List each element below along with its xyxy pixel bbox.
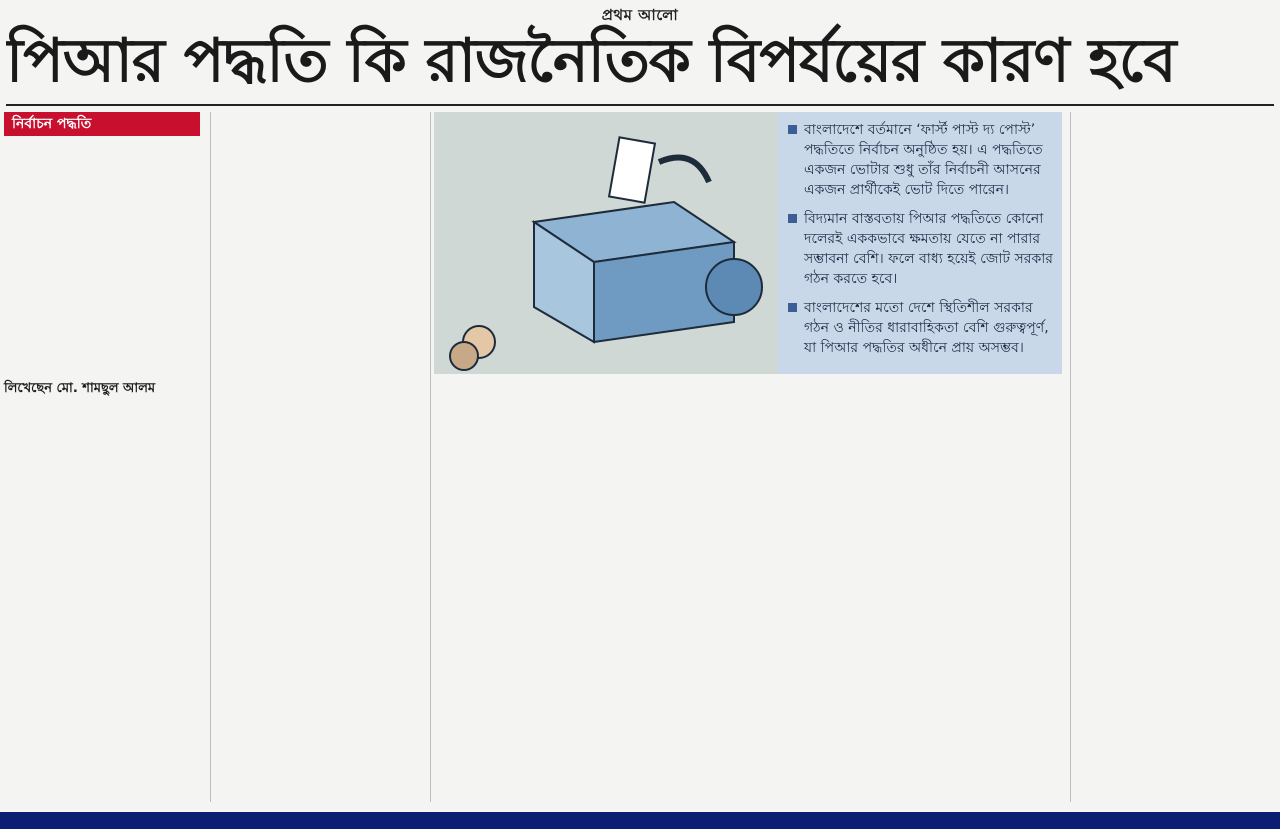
section-tag: নির্বাচন পদ্ধতি bbox=[4, 112, 200, 136]
pull-quote-text: বাংলাদেশে বর্তমানে ‘ফার্স্ট পাস্ট দ্য পোস্ট’ পদ্ধতিতে নির্বাচন অনুষ্ঠিত হয়। এ পদ্ধতিতে একজন ভোটার শুধু তাঁর নির্বাচনী আসনের একজন প্রার্থীকেই ভোট দিতে পারেন। bbox=[804, 122, 1043, 198]
ballot-box-illustration-icon bbox=[434, 112, 778, 374]
headline: পিআর পদ্ধতি কি রাজনৈতিক বিপর্যয়ের কারণ হবে bbox=[6, 26, 1176, 96]
masthead: প্রথম আলো bbox=[601, 6, 679, 24]
pull-quote-text: বিদ্যমান বাস্তবতায় পিআর পদ্ধতিতে কোনো দলেরই এককভাবে ক্ষমতায় যেতে না পারার সম্ভাবনা বেশি। ফলে বাধ্য হয়েই জোট সরকার গঠন করতে হবে। bbox=[804, 211, 1054, 287]
headline-rule bbox=[6, 104, 1274, 106]
bullet-square-icon bbox=[788, 303, 797, 312]
column-rule bbox=[210, 112, 211, 802]
byline: লিখেছেন মো. শামছুল আলম bbox=[4, 381, 156, 396]
pull-quote-item bbox=[788, 120, 1054, 200]
pull-quote-item bbox=[788, 298, 1054, 358]
pull-quote-item bbox=[788, 209, 1054, 289]
bullet-square-icon bbox=[788, 214, 797, 223]
bullet-square-icon bbox=[788, 125, 797, 134]
pull-quote-box bbox=[778, 112, 1062, 374]
footer-bar bbox=[0, 812, 1280, 829]
column-rule bbox=[1070, 112, 1071, 802]
pull-quote-text: বাংলাদেশের মতো দেশে স্থিতিশীল সরকার গঠন ও নীতির ধারাবাহিকতা বেশি গুরুত্বপূর্ণ, যা পিআর পদ্ধতির অধীনে প্রায় অসম্ভব। bbox=[804, 300, 1049, 356]
column-rule bbox=[430, 112, 431, 802]
ballot-box-illustration bbox=[434, 112, 778, 374]
